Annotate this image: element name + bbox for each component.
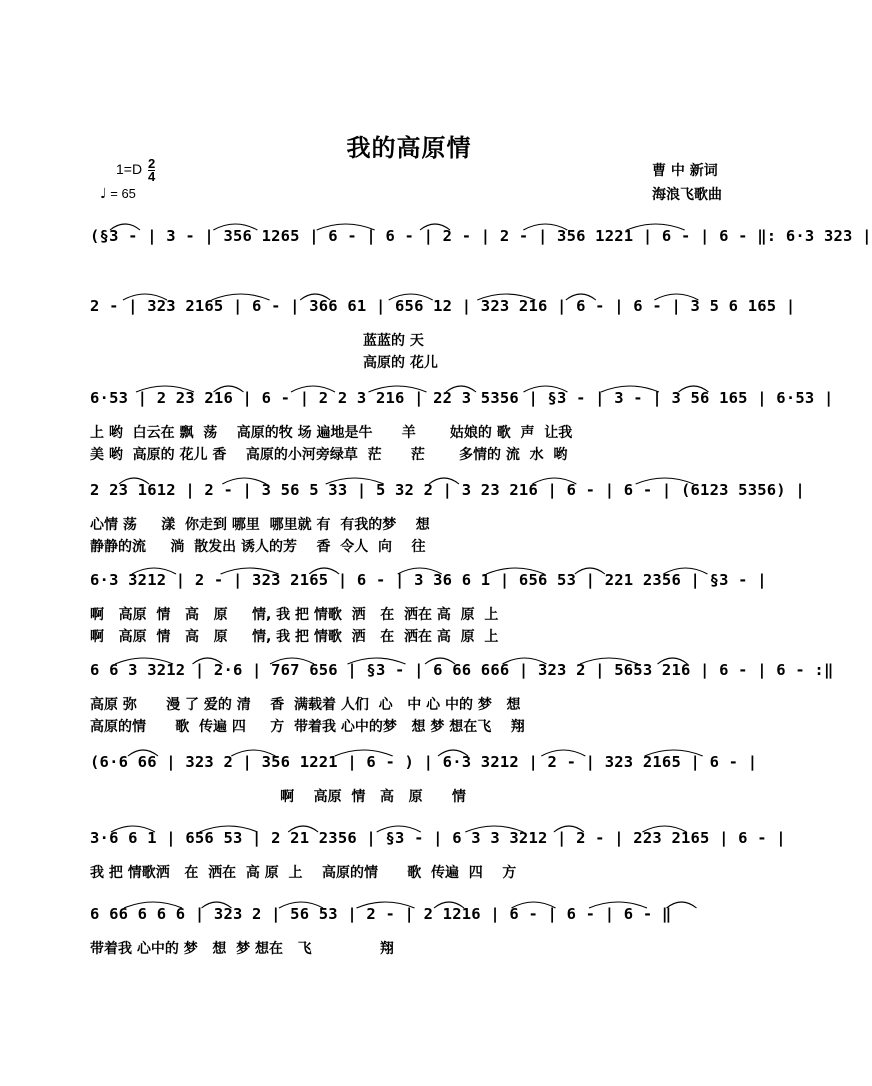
- time-denominator: 4: [147, 169, 156, 184]
- notation-line: 6 66 6 6 6 | 323 2 | 56 53 | 2 - | 2 1216 | 6 - | 6 - | 6 - ‖: [90, 905, 672, 923]
- lyric-line-2: 啊 高原 情 高 原 情, 我 把 情歌 洒 在 洒在 高 原 上: [90, 629, 499, 645]
- key-signature: [116, 158, 155, 183]
- composer-credit: 海浪飞歌曲: [652, 187, 722, 203]
- song-title: 我的高原情: [346, 133, 472, 162]
- tempo-value: = 65: [110, 186, 136, 201]
- key-label: 1=D: [116, 161, 143, 178]
- lyric-line-1: 啊 高原 情 高 原 情: [90, 789, 466, 805]
- notation-line: 6 6 3 3212 | 2·6 | 767 656 | §3 - | 6 66 666 | 323 2 | 5653 216 | 6 - | 6 - :‖: [90, 661, 834, 679]
- lyric-line-1: 高原 弥 漫 了 爱的 清 香 满载着 人们 心 中 心 中的 梦 想: [90, 697, 521, 713]
- notation-line: 6·53 | 2 23 216 | 6 - | 2 2 3 216 | 22 3 5356 | §3 - | 3 - | 3 56 165 | 6·53 |: [90, 389, 834, 407]
- lyricist-credit: 曹 中 新词: [652, 163, 718, 179]
- lyric-line-1: 带着我 心中的 梦 想 梦 想在 飞 翔: [90, 941, 394, 957]
- notation-line: 2 - | 323 2165 | 6 - | 366 61 | 656 12 | 323 216 | 6 - | 6 - | 3 5 6 165 |: [90, 297, 796, 315]
- quarter-note-icon: ♩: [100, 186, 107, 202]
- time-signature: [148, 158, 155, 183]
- lyric-line-1: 我 把 情歌洒 在 洒在 高 原 上 高原的情 歌 传遍 四 方: [90, 865, 517, 881]
- notation-line: 2 23 1612 | 2 - | 3 56 5 33 | 5 32 2 | 3 23 216 | 6 - | 6 - | (6123 5356) |: [90, 481, 805, 499]
- notation-line: 6·3 3212 | 2 - | 323 2165 | 6 - | 3 36 6 1 | 656 53 | 221 2356 | §3 - |: [90, 571, 767, 589]
- tempo-marking: [100, 186, 136, 202]
- lyric-line-2: 高原的 花儿: [90, 355, 438, 371]
- time-numerator: 2: [147, 156, 156, 171]
- lyric-line-1: 心情 荡 漾 你走到 哪里 哪里就 有 有我的梦 想: [90, 517, 430, 533]
- lyric-line-1: 上 哟 白云在 飘 荡 高原的牧 场 遍地是牛 羊 姑娘的 歌 声 让我: [90, 425, 573, 441]
- lyric-line-1: 啊 高原 情 高 原 情, 我 把 情歌 洒 在 洒在 高 原 上: [90, 607, 499, 623]
- lyric-line-1: 蓝蓝的 天: [90, 333, 424, 349]
- lyric-line-2: 美 哟 高原的 花儿 香 高原的小河旁绿草 茫 茫 多情的 流 水 哟: [90, 447, 568, 463]
- lyric-line-2: 静静的流 淌 散发出 诱人的芳 香 令人 向 往: [90, 539, 426, 555]
- lyric-line-2: 高原的情 歌 传遍 四 方 带着我 心中的梦 想 梦 想在飞 翔: [90, 719, 525, 735]
- notation-line: 3·6 6 1 | 656 53 | 2 21 2356 | §3 - | 6 3 3 3212 | 2 - | 223 2165 | 6 - |: [90, 829, 786, 847]
- notation-line: (§3 - | 3 - | 356 1265 | 6 - | 6 - | 2 - | 2 - | 356 1221 | 6 - | 6 - ‖: 6·3 323 |: [90, 227, 872, 245]
- notation-line: (6·6 66 | 323 2 | 356 1221 | 6 - ) | 6·3 3212 | 2 - | 323 2165 | 6 - |: [90, 753, 758, 771]
